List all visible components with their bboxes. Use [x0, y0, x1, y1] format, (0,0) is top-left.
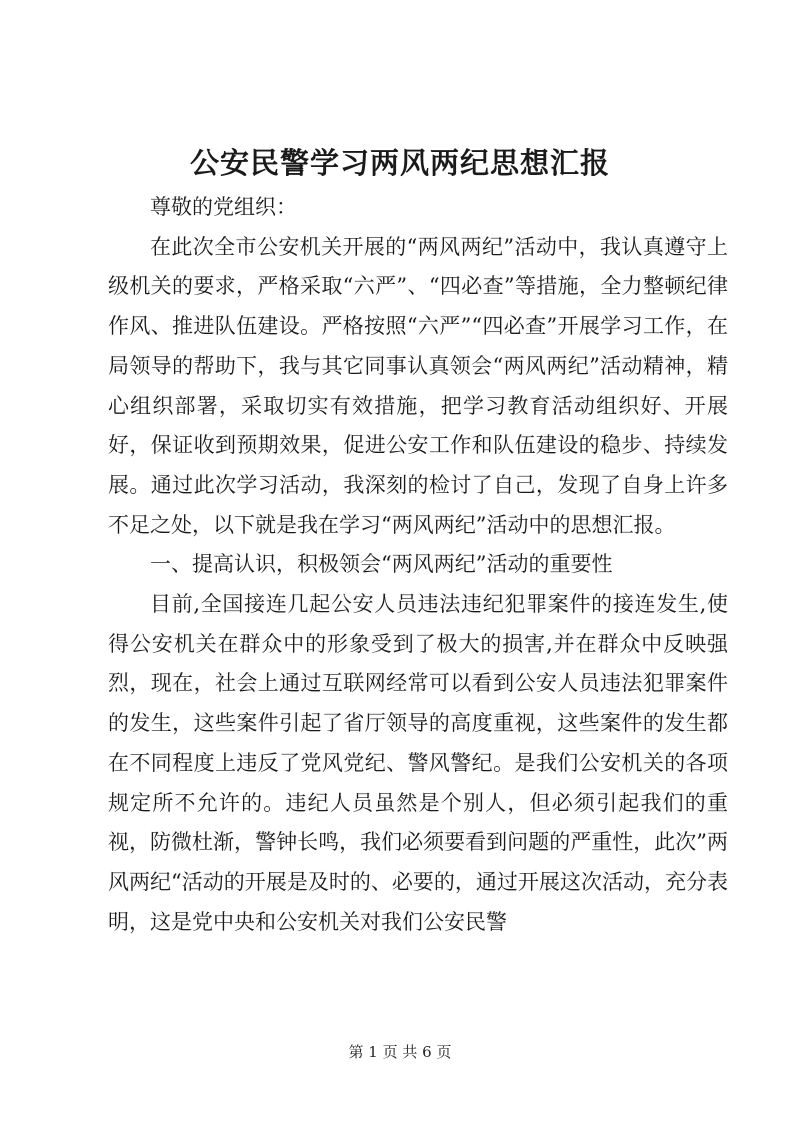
page-number-footer: 第 1 页 共 6 页 [348, 1043, 452, 1061]
document-title: 公安民警学习两风两纪思想汇报 [189, 146, 610, 180]
document-body [108, 188, 728, 942]
paragraph-intro: 在此次全市公安机关开展的“两风两纪”活动中，我认真遵守上级机关的要求，严格采取“六严”、“四必查”等措施，全力整顿纪律作风、推进队伍建设。严格按照“六严”“四必查”开展学习工作，在局领导的帮助下，我与其它同事认真领会“两风两纪”活动精神，精心组织部署，采取切实有效措施，把学习教育活动组织好、开展好，保证收到预期效果，促进公安工作和队伍建设的稳步、持续发展。通过此次学习活动，我深刻的检讨了自己，发现了自身上许多不足之处，以下就是我在学习“两风两纪”活动中的思想汇报。 [108, 234, 728, 537]
paragraph-section-1: 目前,全国接连几起公安人员违法违纪犯罪案件的接连发生,使得公安机关在群众中的形象受到了极大的损害,并在群众中反映强烈，现在，社会上通过互联网经常可以看到公安人员违法犯罪案件的发生，这些案件引起了省厅领导的高度重视，这些案件的发生都在不同程度上违反了党风党纪、警风警纪。是我们公安机关的各项规定所不允许的。违纪人员虽然是个别人，但必须引起我们的重视，防微杜渐，警钟长鸣，我们必须要看到问题的严重性，此次”两风两纪“活动的开展是及时的、必要的，通过开展这次活动，充分表明，这是党中央和公安机关对我们公安民警 [108, 592, 728, 934]
section-heading-1: 一、提高认识，积极领会“两风两纪”活动的重要性 [150, 552, 613, 577]
salutation: 尊敬的党组织： [150, 195, 297, 219]
